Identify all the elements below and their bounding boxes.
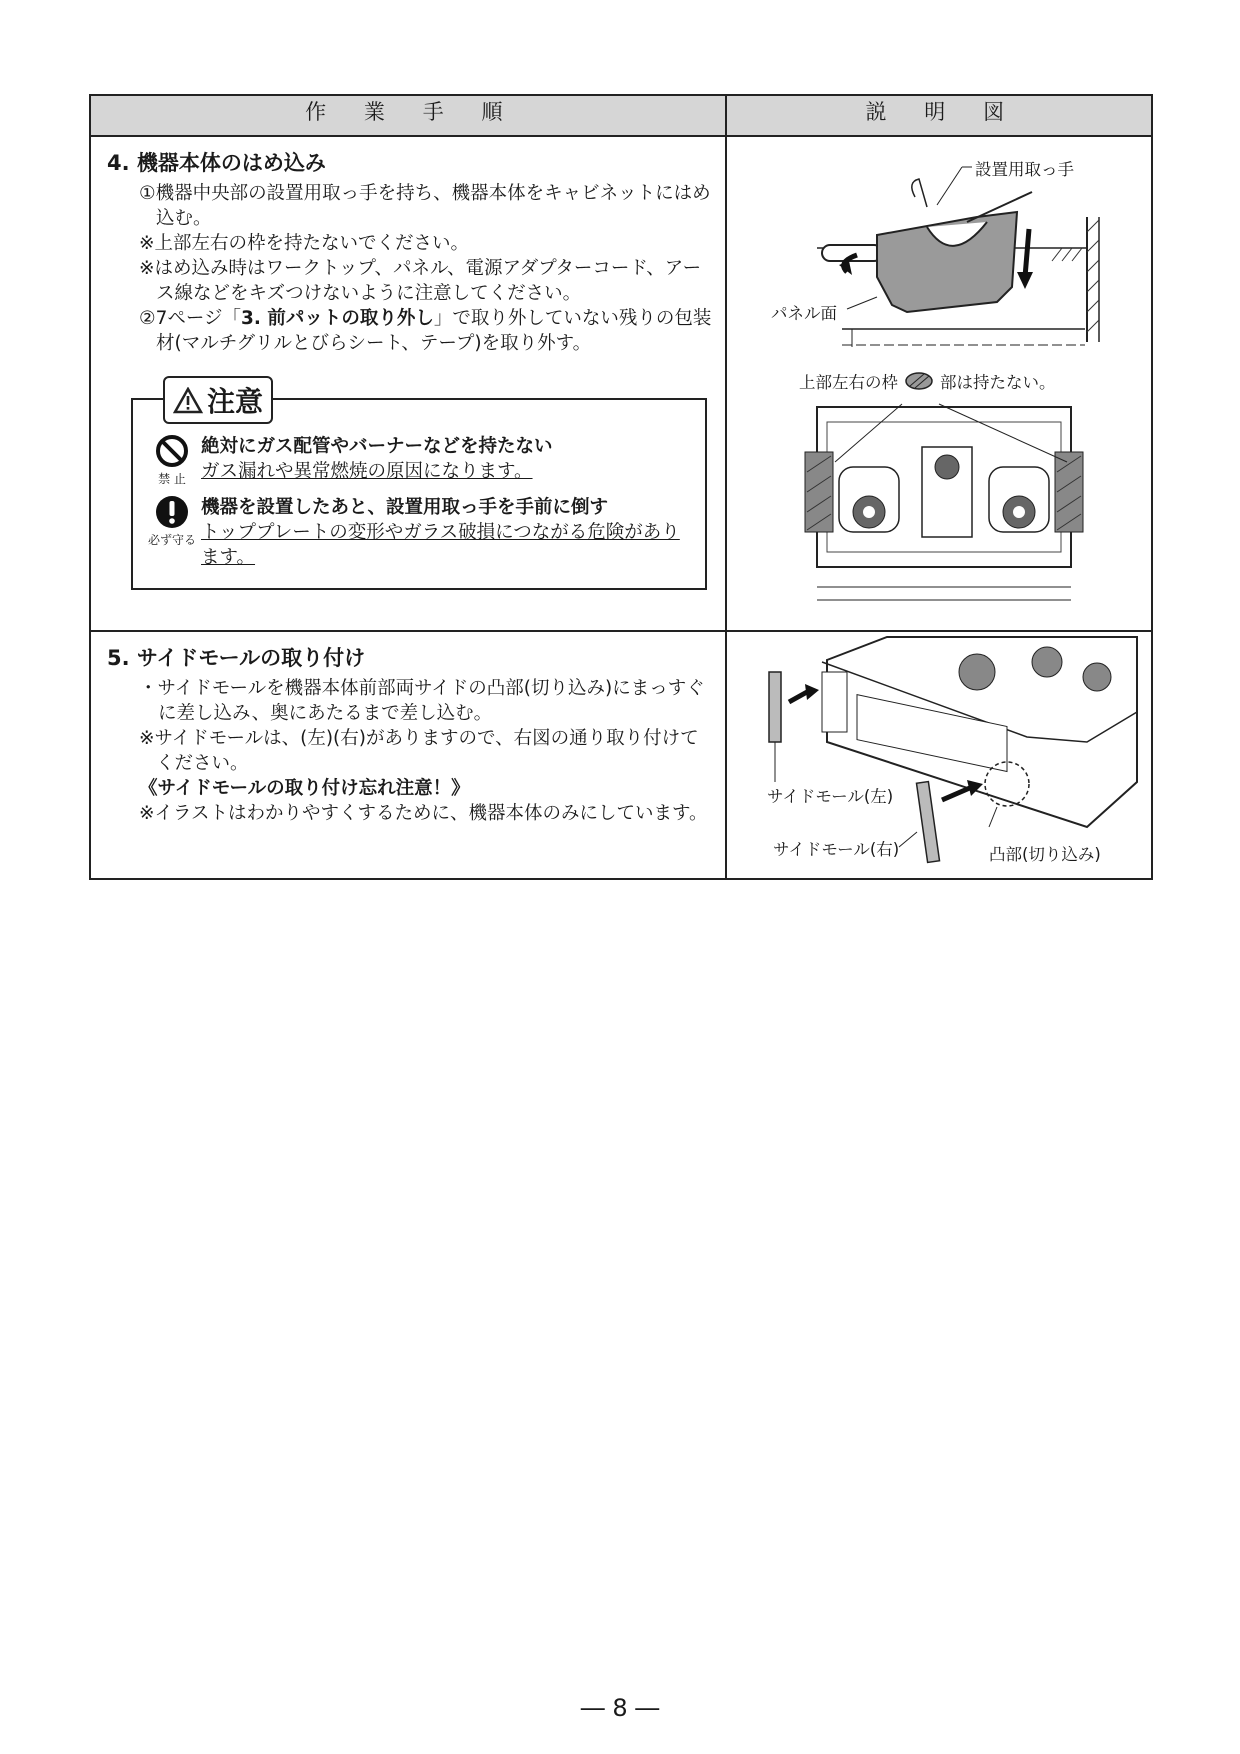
- mandatory-exclamation-icon: [155, 495, 189, 529]
- step4-line: ②7ページ「3. 前パットの取り外し」で取り外していない残りの包装材(マルチグリルとびらシート、テープ)を取り外す。: [139, 308, 712, 354]
- caution-item: 禁 止 絶対にガス配管やバーナーなどを持たない ガス漏れや異常燃焼の原因になります。: [143, 434, 695, 487]
- step5-line: ・サイドモールを機器本体前部両サイドの凸部(切り込み)にまっすぐに差し込み、奥にあたるまで差し込む。: [139, 678, 705, 724]
- label-sidemould-right: サイドモール(右): [773, 840, 900, 859]
- warning-triangle-icon: [173, 387, 203, 414]
- caution-box: [131, 385, 707, 590]
- caution-text: トッププレートの変形やガラス破損につながる危険があります。: [201, 522, 680, 568]
- step4-line: ①機器中央部の設置用取っ手を持ち、機器本体をキャビネットにはめ込む。: [139, 183, 711, 229]
- hatched-swatch-icon: [904, 371, 934, 391]
- step4-line: ※上部左右の枠を持たないでください。: [139, 233, 470, 254]
- step5-note: ※イラストはわかりやすくするために、機器本体のみにしています。: [139, 803, 708, 824]
- header-row: [90, 95, 1152, 136]
- caution-heading: 機器を設置したあと、設置用取っ手を手前に倒す: [201, 497, 609, 518]
- label-notch: 凸部(切り込み): [989, 845, 1101, 864]
- step5-procedure: [90, 631, 726, 879]
- label-handle: 設置用取っ手: [975, 160, 1074, 179]
- header-procedure: 作 業 手 順: [90, 95, 726, 136]
- step5-figure: [726, 631, 1152, 879]
- procedure-table: [89, 94, 1153, 880]
- topview-illustration: [727, 392, 1149, 632]
- step4-line: ※はめ込み時はワークトップ、パネル、電源アダプターコード、アース線などをキズつけないように注意してください。: [139, 258, 702, 304]
- label-sidemould-left: サイドモール(左): [767, 787, 894, 806]
- caution-heading: 絶対にガス配管やバーナーなどを持たない: [201, 436, 553, 457]
- manual-sheet: [89, 94, 1151, 880]
- step5-row: [90, 631, 1152, 879]
- step5-title: 5. サイドモールの取り付け: [107, 646, 366, 670]
- page-number: ― 8 ―: [580, 1694, 660, 1722]
- page-reference: 3. 前パットの取り外し: [241, 308, 434, 329]
- step4-figure: [726, 136, 1152, 631]
- install-illustration: [727, 137, 1149, 367]
- step4-title: 4. 機器本体のはめ込み: [107, 151, 326, 175]
- step5-emphasis: 《サイドモールの取り付け忘れ注意！》: [139, 778, 470, 799]
- caution-text: ガス漏れや異常燃焼の原因になります。: [201, 461, 533, 482]
- caution-item: 必ず守る 機器を設置したあと、設置用取っ手を手前に倒す トッププレートの変形やガラス破損につながる危険があります。: [143, 495, 695, 570]
- step4-procedure: [90, 136, 726, 631]
- step4-row: [90, 136, 1152, 631]
- label-panel: パネル面: [771, 304, 837, 323]
- step5-line: ※サイドモールは、(左)(右)がありますので、右図の通り取り付けてください。: [139, 728, 699, 774]
- header-figure: 説 明 図: [726, 95, 1152, 136]
- caution-tag: 注意: [163, 376, 273, 424]
- prohibited-icon: [155, 434, 189, 468]
- label-frame: 上部左右の枠 部は持たない。: [799, 373, 1056, 392]
